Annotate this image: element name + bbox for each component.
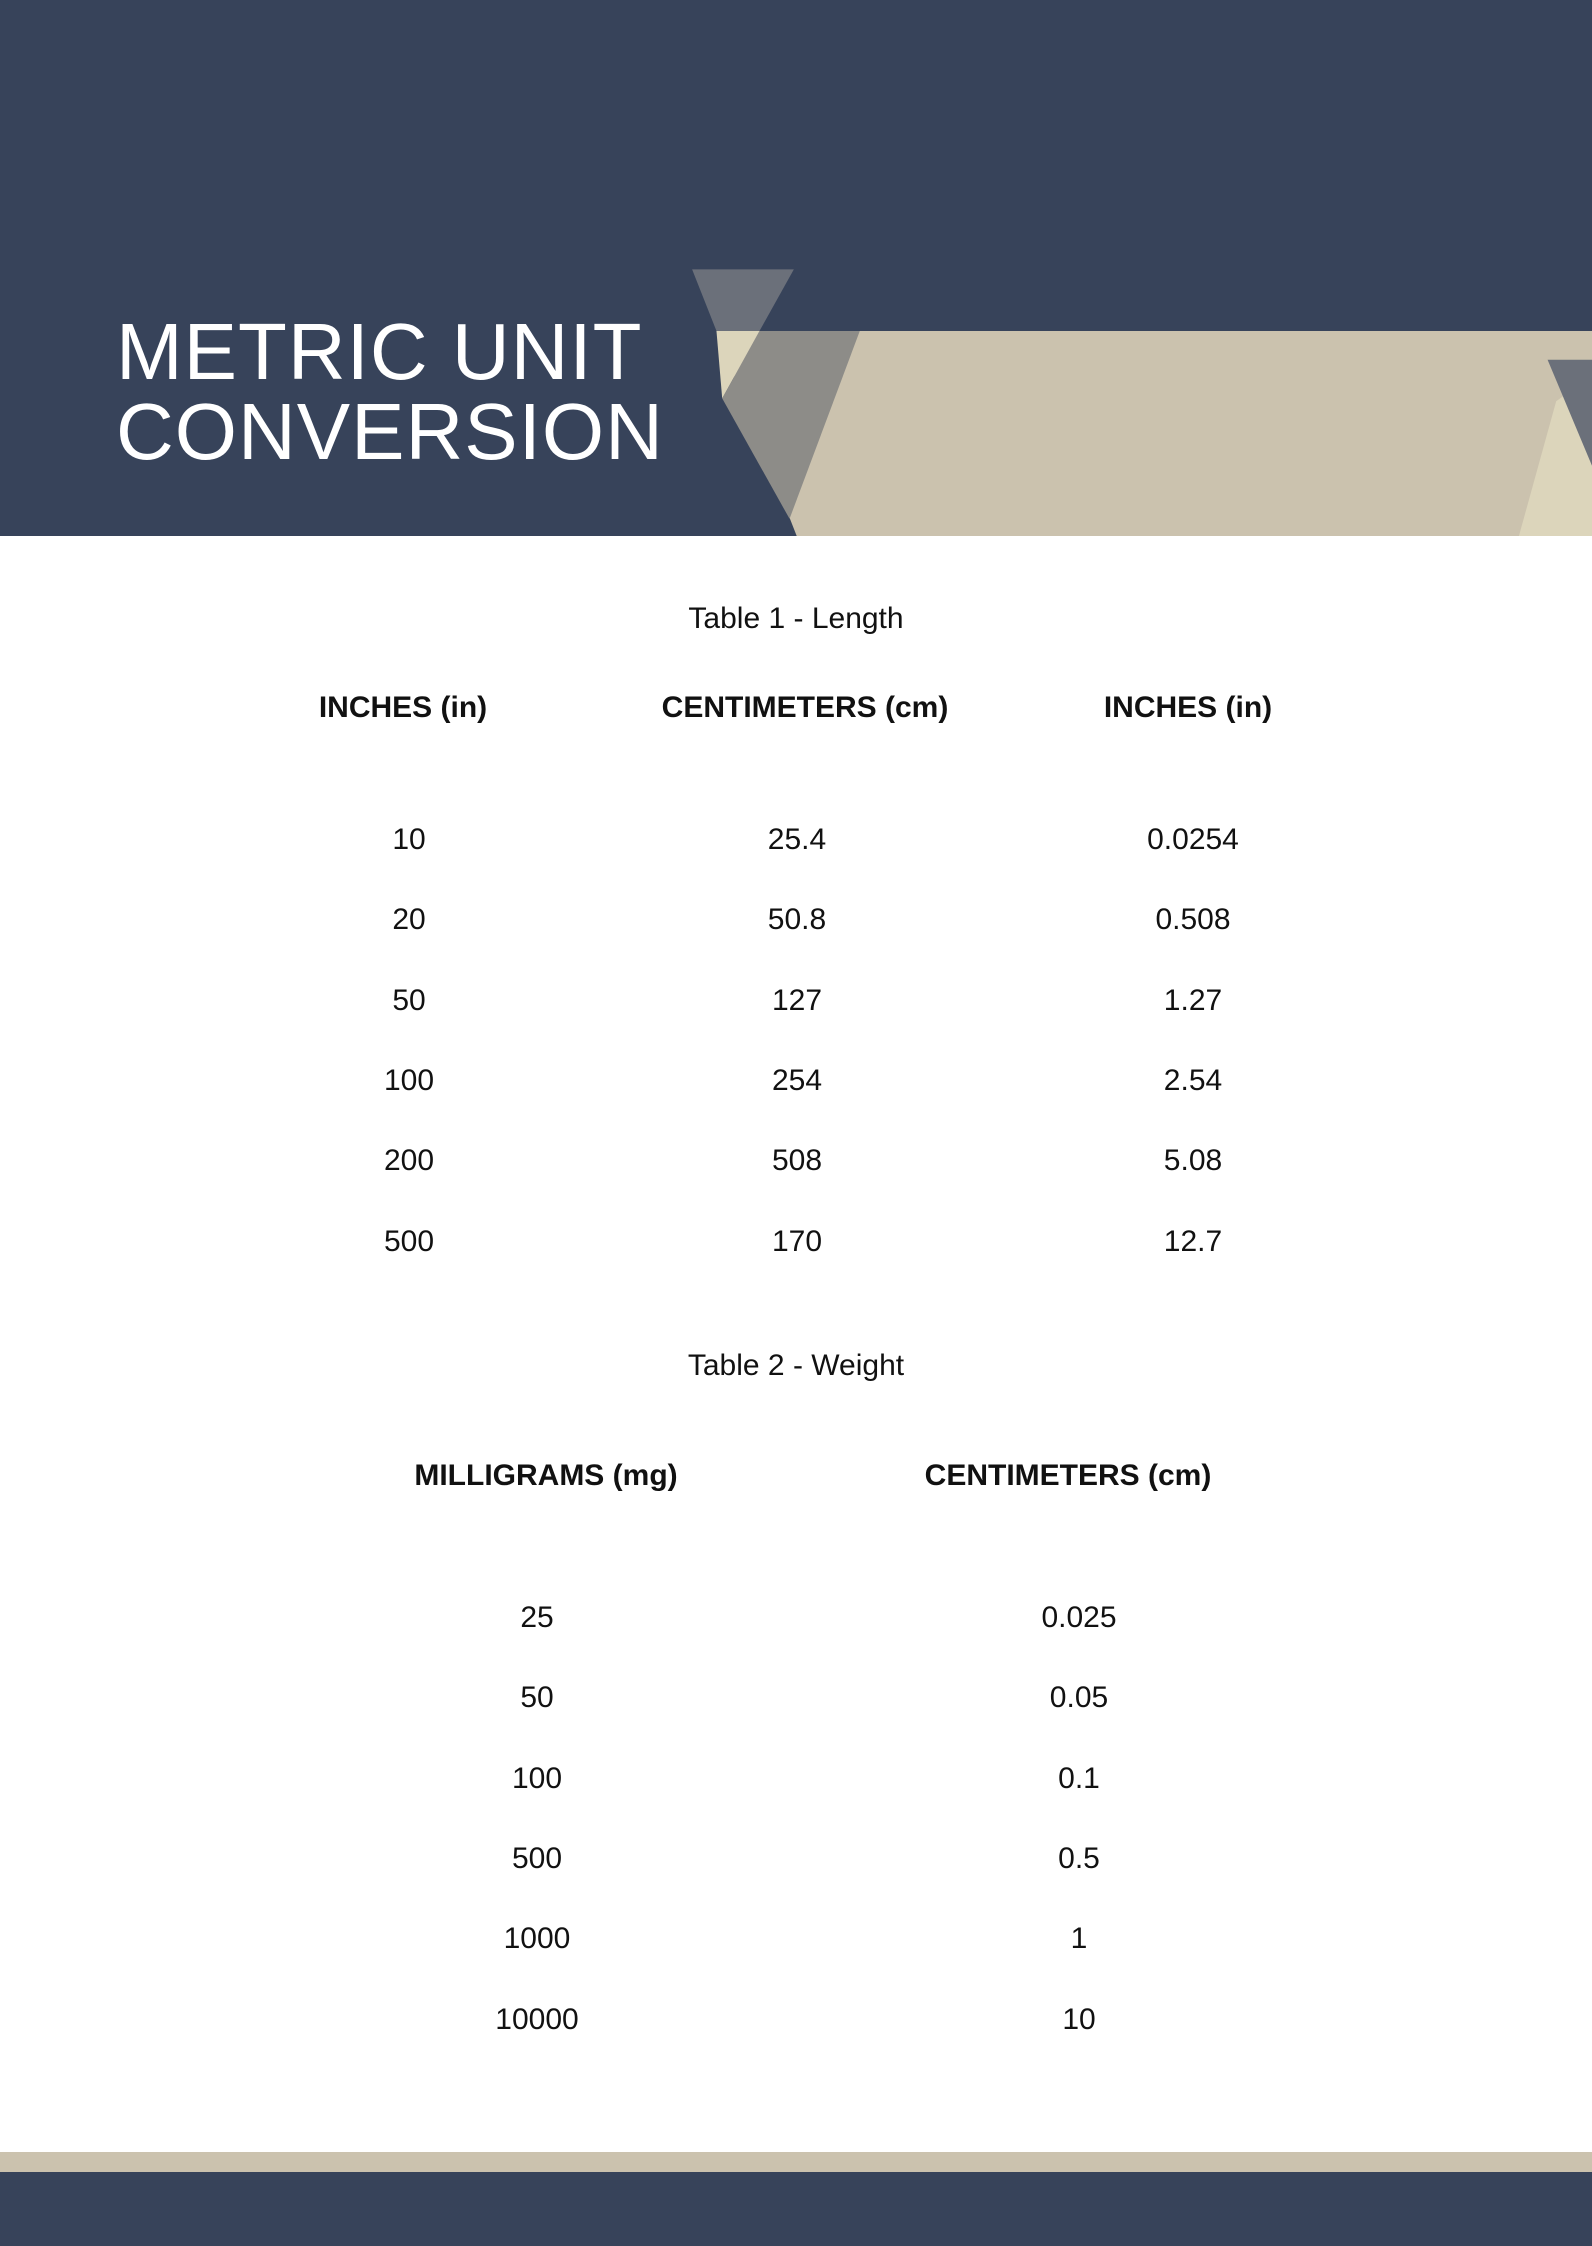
- table-cell: 1000: [503, 1922, 571, 1956]
- table-cell: 0.1: [1058, 1761, 1100, 1795]
- column-header: INCHES (in): [318, 691, 488, 724]
- footer-accent-band: [0, 2152, 1592, 2172]
- table-cell: 10: [392, 823, 426, 856]
- table-cell: 2.54: [1163, 1063, 1223, 1097]
- column-header: INCHES (in): [1103, 691, 1273, 724]
- title-line-1: METRIC UNIT: [116, 307, 643, 396]
- footer-band: [0, 2172, 1592, 2246]
- column-header: MILLIGRAMS (mg): [414, 1459, 678, 1492]
- column-header: CENTIMETERS (cm): [924, 1459, 1212, 1492]
- table-cell: 100: [383, 1063, 435, 1097]
- table-cell: 200: [383, 1144, 435, 1178]
- table-cell: 20: [392, 903, 426, 937]
- table-cell: 500: [383, 1224, 435, 1258]
- table-cell: 50: [520, 1681, 554, 1715]
- table-cell: 0.05: [1049, 1681, 1109, 1715]
- table-cell: 254: [771, 1063, 823, 1097]
- table-cell: 0.0254: [1147, 823, 1239, 856]
- table-cell: 10: [1062, 2002, 1096, 2036]
- table-cell: 0.508: [1155, 903, 1231, 937]
- table-cell: 127: [771, 983, 823, 1017]
- table-caption: Table 1 - Length: [688, 602, 904, 635]
- table-cell: 25.4: [767, 823, 827, 856]
- table-cell: 10000: [495, 2002, 579, 2036]
- table-cell: 12.7: [1163, 1224, 1223, 1258]
- table-cell: 100: [511, 1761, 563, 1795]
- table-caption: Table 2 - Weight: [687, 1349, 905, 1382]
- table-cell: 50: [392, 983, 426, 1017]
- table-cell: 1.27: [1163, 983, 1223, 1017]
- table-cell: 170: [771, 1224, 823, 1258]
- table-cell: 1: [1070, 1922, 1088, 1956]
- title-line-2: CONVERSION: [116, 387, 664, 476]
- page-title: [116, 307, 664, 476]
- table-cell: 25: [520, 1601, 554, 1634]
- table-cell: 5.08: [1163, 1144, 1223, 1178]
- table-cell: 508: [771, 1144, 823, 1178]
- table-cell: 50.8: [767, 903, 827, 937]
- table-cell: 500: [511, 1841, 563, 1875]
- table-cell: 0.025: [1041, 1601, 1117, 1634]
- header-banner: [0, 0, 1592, 536]
- table-cell: 0.5: [1058, 1841, 1100, 1875]
- column-header: CENTIMETERS (cm): [661, 691, 949, 724]
